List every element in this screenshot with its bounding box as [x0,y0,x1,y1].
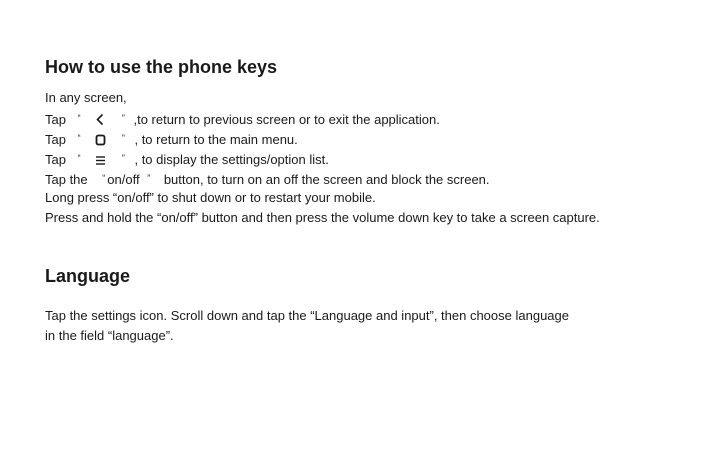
phone-keys-instructions [45,88,600,228]
home-key-line [45,128,600,148]
menu-line-text: , to display the settings/option list. [134,152,329,167]
menu-open-quote: “ [77,153,81,163]
home-close-quote: ” [121,133,125,143]
back-close-quote: ” [121,113,125,123]
home-line-text: , to return to the main menu. [134,132,298,147]
power-line-text: button, to turn on an off the screen and block the screen. [163,172,490,187]
power-key-name: on/off [107,172,140,187]
back-open-quote: “ [77,113,81,123]
menu-line-prefix: Tap [45,152,66,167]
home-open-quote: “ [77,133,81,143]
intro-line: In any screen, [45,90,127,105]
menu-close-quote: ” [121,153,125,163]
language-line-2: in the field “language”. [45,328,174,343]
long-press-line: Long press “on/off” to shut down or to restart your mobile. [45,190,376,205]
screen-capture-line: Press and hold the “on/off” button and then press the volume down key to take a screen capture. [45,210,600,225]
back-key-line [45,108,600,128]
menu-key-line [45,148,600,168]
power-open-quote: “ [102,173,106,183]
power-close-quote: ” [147,173,151,183]
language-instructions [45,306,569,346]
back-line-text: ,to return to previous screen or to exit the application. [133,112,440,127]
back-line-prefix: Tap [45,112,66,127]
language-line-1: Tap the settings icon. Scroll down and tap the “Language and input”, then choose language [45,308,569,323]
power-line-prefix: Tap the [45,172,88,187]
section-title-language: Language [45,266,131,286]
section-title-phone-keys: How to use the phone keys [45,57,278,77]
home-line-prefix: Tap [45,132,66,147]
power-key-line [45,168,600,188]
